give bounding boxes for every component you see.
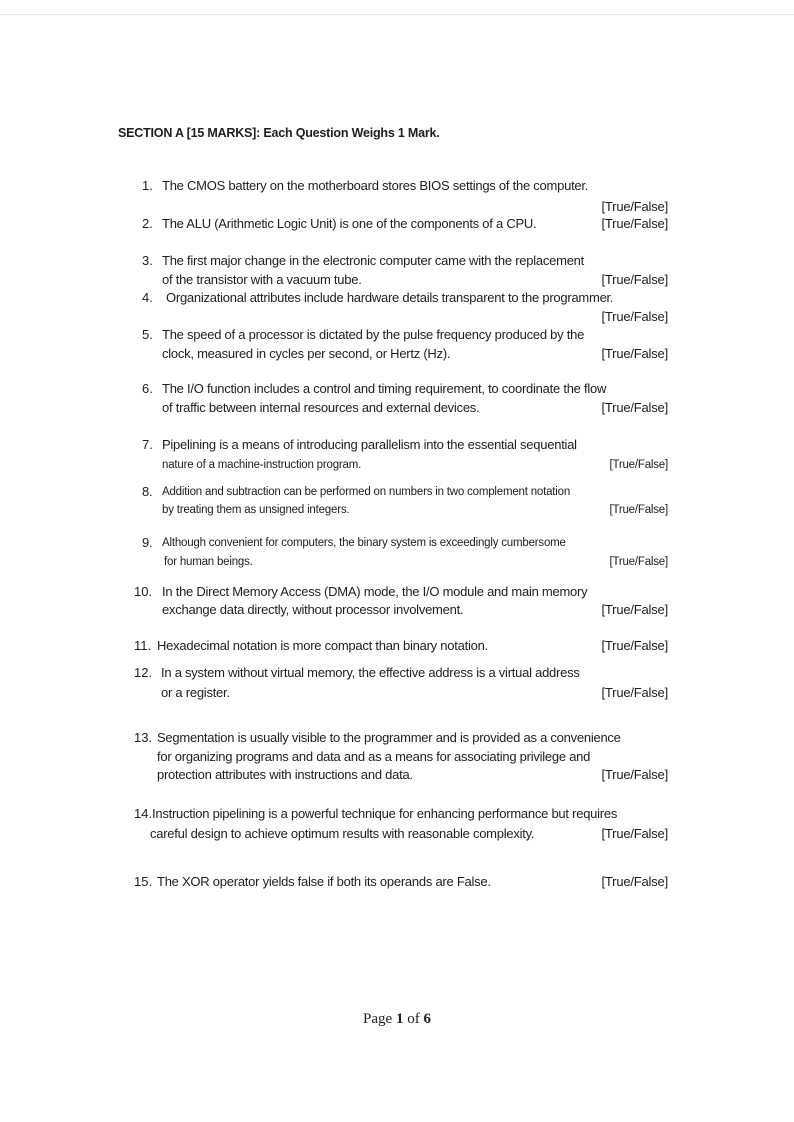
question-text: protection attributes with instructions and data. [157,767,413,782]
answer-option: [True/False] [601,216,668,231]
scan-edge [0,14,794,15]
question-text: or a register. [161,685,230,700]
question-number: 12. [134,665,153,680]
question-text: clock, measured in cycles per second, or Hertz (Hz). [162,346,451,361]
question-text: by treating them as unsigned integers. [162,504,350,516]
question-text: of traffic between internal resources and external devices. [162,400,480,415]
question-number: 13. [134,730,153,745]
question-text: careful design to achieve optimum results with reasonable complexity. [150,826,535,841]
answer-option: [True/False] [609,556,668,568]
question-text: Hexadecimal notation is more compact than binary notation. [157,638,488,653]
question-text: of the transistor with a vacuum tube. [162,272,362,287]
question-number: 11. [134,638,152,653]
question-text: The I/O function includes a control and timing requirement, to coordinate the flow [162,381,607,396]
question-number: 15. [134,874,153,889]
question-text: nature of a machine-instruction program. [162,459,362,471]
answer-option: [True/False] [601,685,668,700]
question-text: The first major change in the electronic computer came with the replacement [162,253,585,268]
question-text: for human beings. [164,556,253,568]
answer-option: [True/False] [601,874,668,889]
question-number: 5. [142,327,153,342]
answer-option: [True/False] [609,459,668,471]
total-pages: 6 [423,1011,431,1027]
question-number: 7. [142,437,153,452]
question-number: 6. [142,381,153,396]
answer-option: [True/False] [601,767,668,782]
question-number: 9. [142,535,153,550]
section-header: SECTION A [15 MARKS]: Each Question Weighs 1 Mark. [118,126,440,140]
answer-option: [True/False] [601,309,668,324]
question-text: for organizing programs and data and as a means for associating privilege and [157,749,591,764]
question-text: Instruction pipelining is a powerful technique for enhancing performance but requires [152,806,618,821]
answer-option: [True/False] [601,638,668,653]
question-text: Organizational attributes include hardware details transparent to the programmer. [166,290,614,305]
question-text: In the Direct Memory Access (DMA) mode, the I/O module and main memory [162,584,588,599]
question-text: Pipelining is a means of introducing parallelism into the essential sequential [162,437,577,452]
question-number: 1. [142,178,153,193]
question-text: Although convenient for computers, the binary system is exceedingly cumbersome [162,537,566,549]
question-number: 10. [134,584,153,599]
question-number: 8. [142,484,153,499]
question-number: 14. [134,806,153,821]
question-number: 3. [142,253,153,268]
question-text: Addition and subtraction can be performed on numbers in two complement notation [162,486,571,498]
answer-option: [True/False] [601,602,668,617]
answer-option: [True/False] [601,826,668,841]
current-page: 1 [395,1011,404,1027]
question-text: The CMOS battery on the motherboard stores BIOS settings of the computer. [162,178,589,193]
question-text: The XOR operator yields false if both its operands are False. [157,874,491,889]
answer-option: [True/False] [601,199,668,214]
question-text: The ALU (Arithmetic Logic Unit) is one of the components of a CPU. [162,216,537,231]
question-text: The speed of a processor is dictated by the pulse frequency produced by the [162,327,585,342]
question-text: exchange data directly, without processor involvement. [162,602,464,617]
question-number: 4. [142,290,153,305]
question-text: In a system without virtual memory, the effective address is a virtual address [161,665,580,680]
page-of-label: of [403,1011,424,1027]
page-label: Page [363,1011,396,1027]
answer-option: [True/False] [601,346,668,361]
question-text: Segmentation is usually visible to the programmer and is provided as a convenience [157,730,621,745]
answer-option: [True/False] [601,272,668,287]
answer-option: [True/False] [601,400,668,415]
page-number [0,1011,794,1028]
answer-option: [True/False] [609,504,668,516]
question-number: 2. [142,216,153,231]
